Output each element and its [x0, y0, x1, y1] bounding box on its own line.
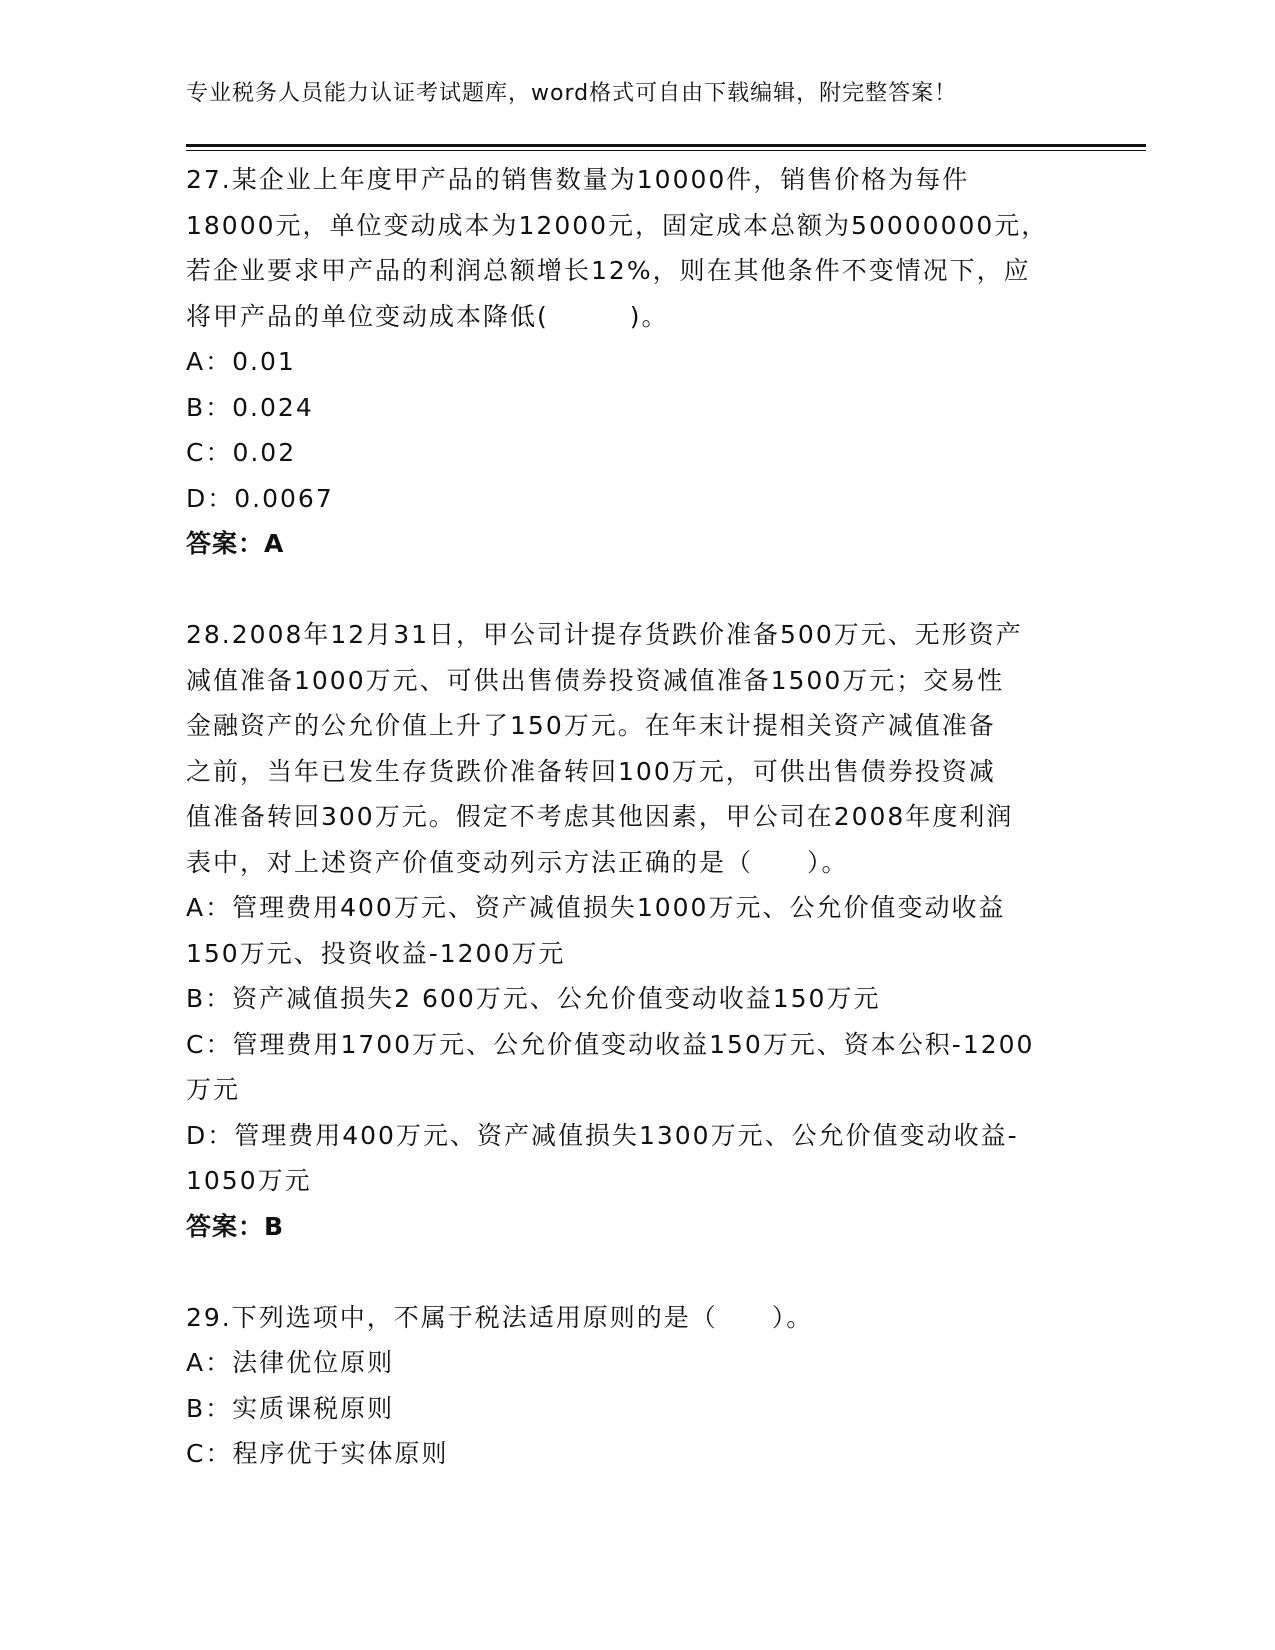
spacer: [186, 567, 1076, 613]
option-c: C：管理费用1700万元、公允价值变动收益150万元、资本公积-1200: [186, 1029, 1035, 1059]
question-27: [186, 157, 1076, 567]
question-stem-line: 值准备转回300万元。假定不考虑其他因素，甲公司在2008年度利润: [186, 802, 1014, 831]
option-d: D：管理费用400万元、资产减值损失1300万元、公允价值变动收益-: [186, 1120, 1019, 1150]
option-b: B：资产减值损失2 600万元、公允价值变动收益150万元: [186, 984, 881, 1013]
option-c-continued: 万元: [186, 1075, 241, 1104]
question-stem-line: 将甲产品的单位变动成本降低( )。: [186, 301, 669, 331]
question-stem-line: 29.下列选项中，不属于税法适用原则的是（ ）。: [186, 1302, 814, 1332]
option-c: C：程序优于实体原则: [186, 1439, 449, 1468]
option-a: A：管理费用400万元、资产减值损失1000万元、公允价值变动收益: [186, 893, 1006, 922]
option-a-continued: 150万元、投资收益-1200万元: [186, 938, 566, 968]
question-stem-line: 之前，当年已发生存货跌价准备转回100万元，可供出售债券投资减: [186, 756, 996, 786]
question-stem-line: 金融资产的公允价值上升了150万元。在年末计提相关资产减值准备: [186, 711, 996, 740]
question-list: [186, 157, 1076, 1477]
answer: 答案：B: [186, 1211, 285, 1241]
question-stem-line: 减值准备1000万元、可供出售债券投资减值准备1500万元；交易性: [186, 665, 1005, 695]
option-a: A：法律优位原则: [186, 1348, 395, 1377]
option-b: B：0.024: [186, 392, 314, 422]
question-stem-line: 若企业要求甲产品的利润总额增长12%，则在其他条件不变情况下，应: [186, 256, 1031, 285]
option-a: A：0.01: [186, 347, 296, 376]
question-stem-line: 28.2008年12月31日，甲公司计提存货跌价准备500万元、无形资产: [186, 620, 1023, 649]
question-stem-line: 18000元，单位变动成本为12000元，固定成本总额为50000000元，: [186, 210, 1049, 240]
option-c: C：0.02: [186, 438, 297, 467]
question-stem-line: 表中，对上述资产价值变动列示方法正确的是（ ）。: [186, 847, 849, 877]
header-title: 专业税务人员能力认证考试题库，word格式可自由下载编辑，附完整答案！: [186, 81, 958, 106]
option-d-continued: 1050万元: [186, 1166, 312, 1195]
header-rule-thick: [186, 144, 1146, 147]
question-stem-line: 27.某企业上年度甲产品的销售数量为10000件，销售价格为每件: [186, 165, 970, 194]
question-29: [186, 1295, 1076, 1477]
spacer: [186, 1249, 1076, 1295]
header-rule-thin: [186, 150, 1146, 151]
option-b: B：实质课税原则: [186, 1393, 395, 1423]
answer: 答案：A: [186, 529, 285, 558]
option-d: D：0.0067: [186, 483, 334, 513]
question-28: [186, 612, 1076, 1249]
